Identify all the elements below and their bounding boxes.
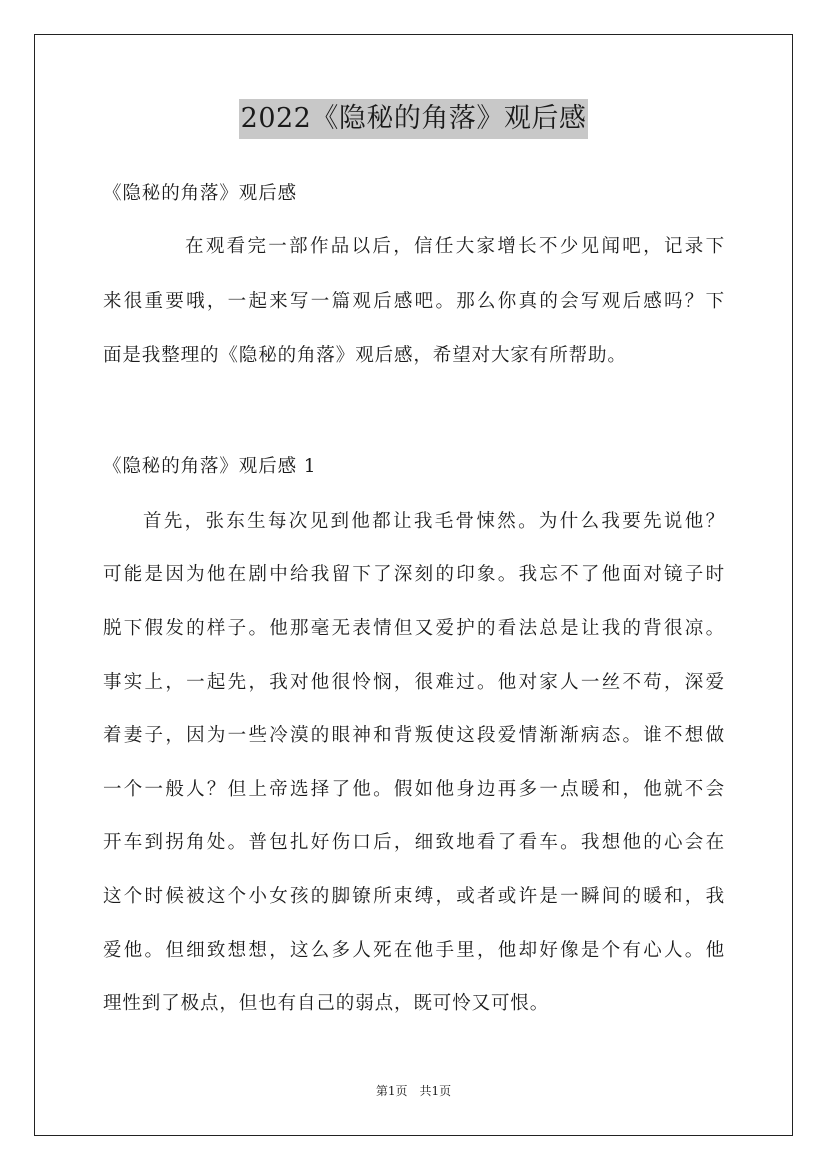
body-line: 着妻子，因为一些冷漠的眼神和背叛使这段爱情渐渐病态。谁不想做	[103, 725, 725, 746]
body-line: 理性到了极点，但也有自己的弱点，既可怜又可恨。	[103, 993, 550, 1014]
subtitle: 《隐秘的角落》观后感	[103, 183, 298, 204]
intro-line: 来很重要哦，一起来写一篇观后感吧。那么你真的会写观后感吗？下	[103, 291, 725, 312]
title-container	[0, 99, 827, 139]
section-heading: 《隐秘的角落》观后感 1	[103, 456, 317, 477]
body-line: 这个时候被这个小女孩的脚镣所束缚，或者或许是一瞬间的暖和，我	[103, 886, 725, 907]
body-line: 事实上，一起先，我对他很怜悯，很难过。他对家人一丝不苟，深爱	[103, 672, 725, 693]
body-line: 开车到拐角处。普包扎好伤口后，细致地看了看车。我想他的心会在	[103, 832, 725, 853]
body-line: 可能是因为他在剧中给我留下了深刻的印象。我忘不了他面对镜子时	[103, 564, 725, 585]
intro-line: 面是我整理的《隐秘的角落》观后感，希望对大家有所帮助。	[103, 345, 627, 366]
intro-line: 在观看完一部作品以后，信任大家增长不少见闻吧，记录下	[185, 236, 725, 257]
body-line: 首先，张东生每次见到他都让我毛骨悚然。为什么我要先说他？	[143, 511, 725, 532]
body-line: 一个一般人？但上帝选择了他。假如他身边再多一点暖和，他就不会	[103, 779, 725, 800]
document-title: 2022《隐秘的角落》观后感	[239, 99, 589, 139]
body-line: 脱下假发的样子。他那毫无表情但又爱护的看法总是让我的背很凉。	[103, 618, 725, 639]
page-footer: 第1页 共1页	[375, 1084, 452, 1098]
body-line: 爱他。但细致想想，这么多人死在他手里，他却好像是个有心人。他	[103, 940, 725, 961]
